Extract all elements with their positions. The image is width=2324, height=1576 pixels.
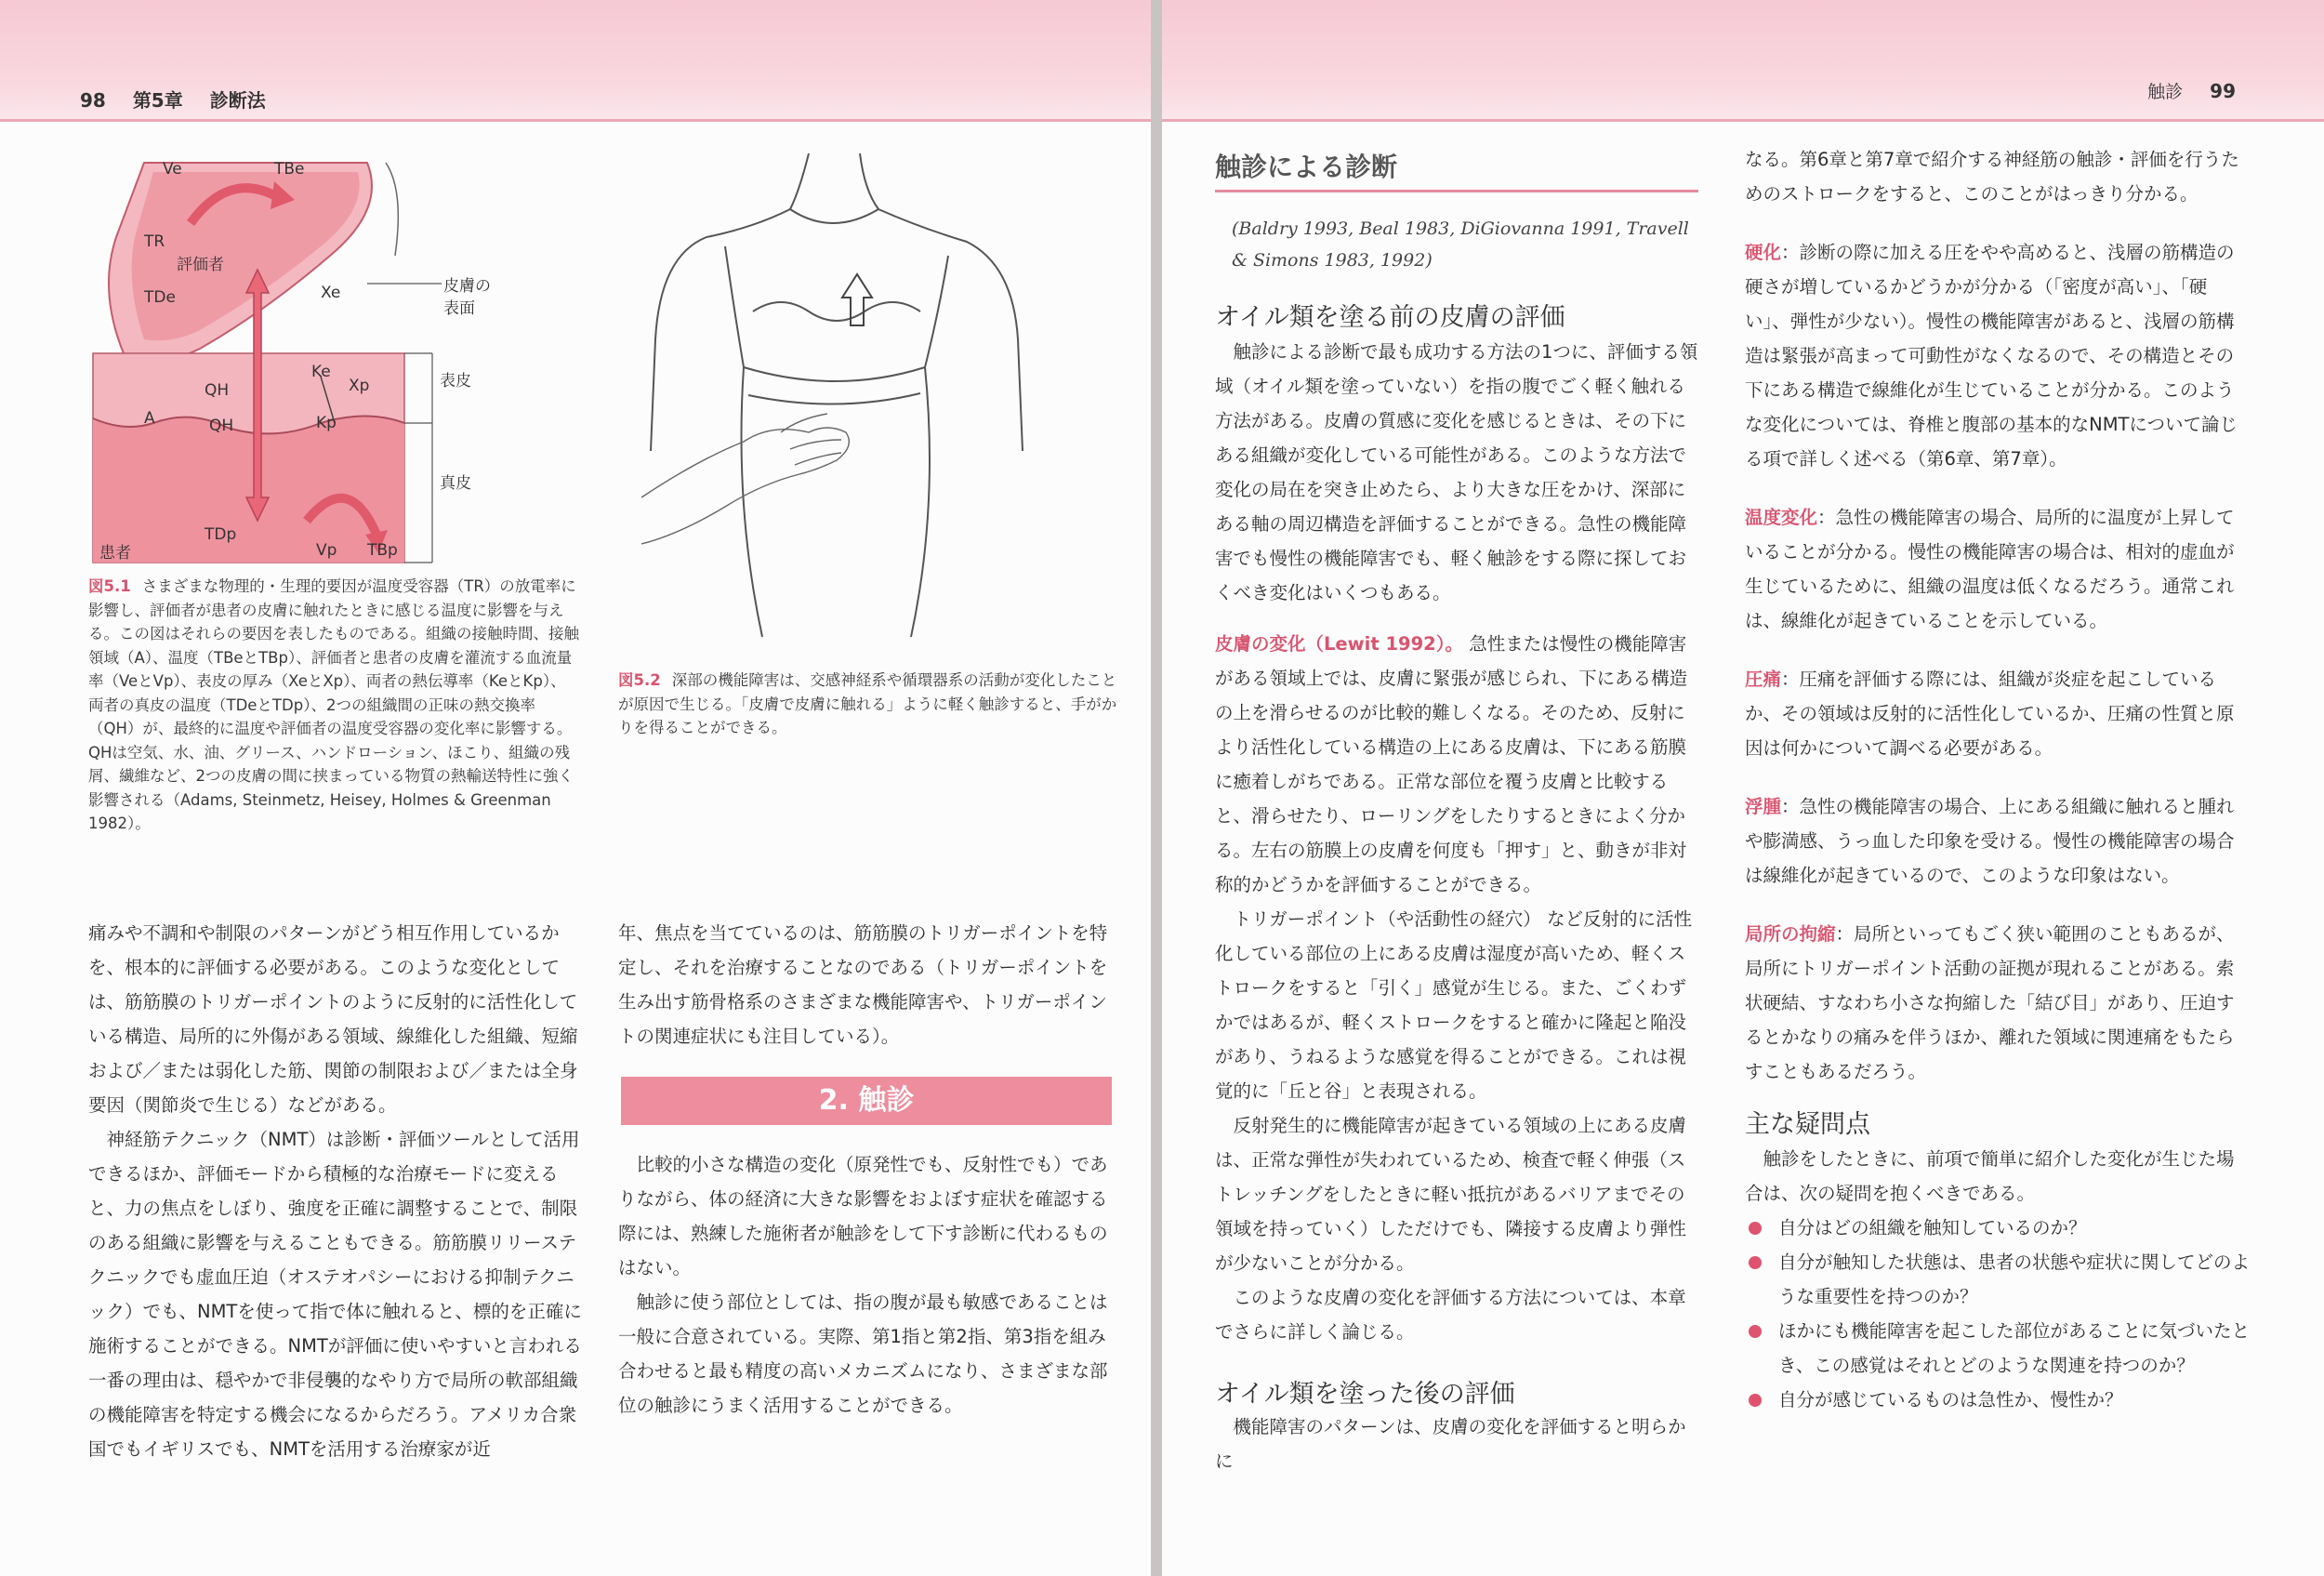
body-paragraph: 年、焦点を当てているのは、筋筋膜のトリガーポイントを特定し、それを治療することなのである（トリガーポイントを生み出す筋骨格系のさまざまな機能障害や、トリガーポイントの関連症状にも注目している）。 (618, 922, 1108, 1047)
right-page (1162, 0, 2324, 1576)
item-text: ：診断の際に加える圧をやや高めると、浅層の筋構造の硬さが増しているかどうかが分かる（「密度が高い」、「硬い」、弾性が少ない）。慢性の機能障害があると、浅層の筋構造は緊張が高まって可動性がなくなるので、その構造とその下にある構造で線維化が生じていることが分かる。このような変化については、脊椎と腹部の基本的なNMTについて論じる項で詳しく述べる（第6章、第7章）。 (1745, 242, 2238, 470)
page-number-right: 99 (2210, 80, 2236, 102)
item-text: ：急性の機能障害の場合、局所的に温度が上昇していることが分かる。慢性の機能障害の場合は、相対的虚血が生じているために、組織の温度は低くなるだろう。通常これは、線維化が起きていることを示している。 (1745, 507, 2235, 631)
diagram-label-ke: Ke (311, 363, 331, 381)
body-paragraph: 反射発生的に機能障害が起きている領域の上にある皮膚は、正常な弾性が失われているため、検査で軽く伸張（ストレッチングをしたときに軽い抵抗があるバリアまでその領域を持っていく）しただけでも、隣接する皮膚より弾性が少ないことが分かる。 (1215, 1115, 1687, 1274)
list-item: 自分はどの組織を触知しているのか？ (1745, 1211, 2251, 1245)
diagram-label-skin-surface: 皮膚の (443, 277, 491, 296)
list-item: 自分が触知した状態は、患者の状態や症状に関してどのような重要性を持つのか？ (1745, 1245, 2251, 1314)
subheading-questions: 主な疑問点 (1745, 1110, 1870, 1139)
right-column-2 (1745, 142, 2251, 1417)
list-item: ほかにも機能障害を起こした部位があることに気づいたとき、この感覚はそれとどのような関連を持つのか？ (1745, 1314, 2251, 1383)
subheading-before-oil: オイル類を塗る前の皮膚の評価 (1215, 303, 1565, 332)
body-paragraph: 痛みや不調和や制限のパターンがどう相互作用しているかを、根本的に評価する必要がある。このような変化としては、筋筋膜のトリガーポイントのように反射的に活性化している構造、局所的に外傷がある領域、線維化した組織、短縮および／または弱化した筋、関節の制限および／または全身要因（関節炎で生じる）などがある。 (88, 922, 578, 1116)
item-term: 硬化 (1745, 242, 1782, 263)
questions-list (1745, 1211, 2251, 1417)
book-gutter (1151, 0, 1162, 1576)
diagram-label-epidermis: 表皮 (440, 372, 471, 391)
item-temperature (1745, 500, 2251, 638)
figure-5-1-diagram (88, 153, 497, 572)
item-term: 温度変化 (1745, 507, 1818, 528)
item-term: 浮腫 (1745, 796, 1782, 817)
diagram-label-tr: TR (144, 232, 165, 251)
figure-5-1-caption (88, 575, 581, 836)
skin-change-text: 急性または慢性の機能障害がある領域上では、皮膚に緊張が感じられ、下にある構造の上を滑らせるのが比較的難しくなる。そのため、反射により活性化している構造の上にある皮膚は、下にある筋膜に癒着しがちである。正常な部位を覆う皮膚と比較すると、滑らせたり、ローリングをしたりするときによく分かる。左右の筋膜上の皮膚を何度も「押す」と、動きが非対称的かどうかを評価することができる。 (1215, 633, 1688, 895)
references: (Baldry 1993, Beal 1983, DiGiovanna 1991, Travell & Simons 1983, 1992) (1232, 219, 1689, 271)
diagram-label-skin-surface2: 表面 (443, 299, 475, 318)
diagram-label-tbp: TBp (367, 541, 398, 560)
left-column-1 (88, 916, 583, 1466)
diagram-label-evaluator: 評価者 (177, 256, 224, 274)
item-edema (1745, 789, 2251, 893)
body-paragraph: 触診に使う部位としては、指の腹が最も敏感であることは一般に合意されている。実際、第1指と第2指、第3指を組み合わせると最も精度の高いメカニズムになり、さまざまな部位の触診にうまく活用することができる。 (618, 1291, 1108, 1416)
running-title-right: 触診 (2147, 82, 2184, 102)
figure-5-2-label: 図5.2 (618, 671, 661, 689)
item-text: ：圧痛を評価する際には、組織が炎症を起こしているか、その領域は反射的に活性化しているか、圧痛の性質と原因は何かについて調べる必要がある。 (1745, 669, 2235, 759)
item-contracture (1745, 917, 2251, 1089)
item-hardening (1745, 235, 2251, 476)
figure-5-2-caption (618, 669, 1120, 740)
item-text: ：急性の機能障害の場合、上にある組織に触れると腫れや膨満感、うっ血した印象を受ける。慢性の機能障害の場合は線維化が起きているので、このような印象はない。 (1745, 796, 2235, 886)
diagram-label-qh2: QH (209, 417, 234, 435)
page-number-left: 98 (80, 89, 106, 112)
diagram-label-xe: Xe (321, 284, 341, 302)
diagram-label-a: A (144, 409, 155, 428)
questions-intro: 触診をしたときに、前項で簡単に紹介した変化が生じた場合は、次の疑問を抱くべきである。 (1745, 1148, 2235, 1204)
figure-5-2-illustration (641, 153, 1041, 656)
figure-5-2-caption-text: 深部の機能障害は、交感神経系や循環器系の活動が変化したことが原因で生じる。「皮膚で皮膚に触れる」ように軽く触診すると、手がかりを得ることができる。 (618, 671, 1117, 736)
skin-change-paragraph (1215, 627, 1698, 902)
left-column-2-bottom (618, 1147, 1116, 1423)
skin-change-term: 皮膚の変化（Lewit 1992）。 (1215, 633, 1463, 655)
list-item: 自分が感じているものは急性か、慢性か？ (1745, 1383, 2251, 1417)
body-paragraph: 機能障害のパターンは、皮膚の変化を評価すると明らかに (1215, 1416, 1686, 1472)
diagram-label-tde: TDe (144, 288, 176, 307)
diagram-label-qh1: QH (205, 381, 230, 400)
left-column-2-top (618, 916, 1116, 1053)
body-paragraph: このような皮膚の変化を評価する方法については、本章でさらに詳しく論じる。 (1215, 1287, 1686, 1343)
diagram-label-vp: Vp (316, 541, 337, 560)
section-heading-palpation: 2. 触診 (621, 1077, 1112, 1125)
running-head-left (80, 86, 286, 113)
section-heading-diagnosis: 触診による診断 (1215, 147, 1698, 192)
body-paragraph: 神経筋テクニック（NMT）は診断・評価ツールとして活用できるほか、評価モードから積極的な治療モードに変えると、力の焦点をしぼり、強度を正確に調整することで、制限のある組織に影響を与えることもできる。筋筋膜リリーステクニックでも虚血圧迫（オステオパシーにおける抑制テクニック）でも、NMTを使って指で体に触れると、標的を正確に施術することができる。NMTが評価に使いやすいと言われる一番の理由は、穏やかで非侵襲的なやり方で局所の軟部組織の機能障害を特定する機会になるからだろう。アメリカ合衆国でもイギリスでも、NMTを活用する治療家が近 (88, 1129, 582, 1460)
diagram-label-tdp: TDp (205, 525, 237, 544)
chapter-number: 第5章 (132, 89, 183, 112)
figure-5-1-caption-text: さまざまな物理的・生理的要因が温度受容器（TR）の放電率に影響し、評価者が患者の皮膚に触れたときに感じる温度に影響を与える。この図はそれらの要因を表したものである。組織の接触時間、接触領域（A）、温度（TBeとTBp）、評価者と患者の皮膚を灌流する血流量率（VeとVp）、表皮の厚み（XeとXp）、両者の熱伝導率（KeとKp）、両者の真皮の温度（TDeとTDp）、2つの組織間の正味の熱交換率（QH）が、最終的に温度や評価者の温度受容器の変化率に影響する。QHは空気、水、油、グリース、ハンドローション、ほこり、組織の残屑、繊維など、2つの皮膚の間に挟まっている物質の熱輸送特性に強く影響される（Adams, Steinmetz, Heisey, Holmes & Greenman 1982）。 (88, 577, 579, 832)
left-page (0, 0, 1151, 1576)
item-tenderness (1745, 662, 2251, 765)
diagram-label-dermis: 真皮 (440, 474, 471, 493)
running-head-right (2147, 78, 2236, 103)
diagram-label-tbe: TBe (274, 160, 305, 179)
diagram-label-xp: Xp (349, 377, 370, 395)
figure-5-1-label: 図5.1 (88, 577, 131, 595)
body-paragraph: 比較的小さな構造の変化（原発性でも、反射性でも）でありながら、体の経済に大きな影響をおよぼす症状を確認する際には、熟練した施術者が触診をして下す診断に代わるものはない。 (618, 1154, 1108, 1278)
subheading-after-oil: オイル類を塗った後の評価 (1215, 1380, 1515, 1409)
item-term: 局所の拘縮 (1745, 923, 1836, 945)
body-paragraph: トリガーポイント（や活動性の経穴） など反射的に活性化している部位の上にある皮膚は湿度が高いため、軽くストロークをすると「引く」感覚が生じる。また、ごくわずかではあるが、軽くストロークをすると確かに隆起と陥没があり、うねるような感覚を得ることができる。これは視覚的に「丘と谷」と表現される。 (1215, 908, 1693, 1102)
item-term: 圧痛 (1745, 669, 1782, 690)
diagram-label-patient: 患者 (99, 544, 131, 563)
body-paragraph: 触診による診断で最も成功する方法の1つに、評価する領域（オイル類を塗っていない）を指の腹でごく軽く触れる方法がある。皮膚の質感に変化を感じるときは、その下にある組織が変化している可能性がある。このような方法で変化の局在を突き止めたら、より大きな圧をかけ、深部にある軸の周辺構造を評価することができる。急性の機能障害でも慢性の機能障害でも、軽く触診をする際に探しておくべき変化はいくつもある。 (1215, 341, 1698, 603)
header-band-right (1162, 0, 2324, 122)
diagram-label-kp: Kp (316, 414, 337, 432)
item-text: ：局所といってもごく狭い範囲のこともあるが、局所にトリガーポイント活動の証拠が現れることがある。索状硬結、すなわち小さな拘縮した「結び目」があり、圧迫するとかなりの痛みを伴うほか、離れた領域に関連痛をもたらすこともあるだろう。 (1745, 923, 2235, 1082)
body-paragraph: なる。第6章と第7章で紹介する神経筋の触診・評価を行うためのストロークをすると、このことがはっきり分かる。 (1745, 149, 2239, 205)
diagram-label-ve: Ve (163, 160, 182, 179)
right-column-1 (1215, 147, 1698, 1478)
chapter-title: 診断法 (209, 89, 266, 112)
